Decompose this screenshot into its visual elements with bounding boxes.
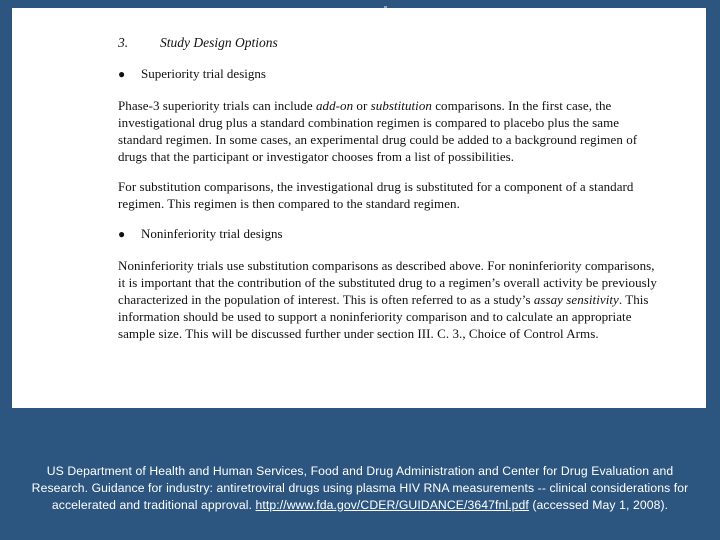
- para-text: Noninferiority trials use substitution comparisons as described above. For noninferiority comparisons, it is important that the contribution of the substituted drug to a regimen’s overall activity be previously characterized in the population of interest. This is often referred to as a study’s: [118, 258, 657, 307]
- bullet-noninferiority: [118, 225, 658, 243]
- citation-footer: [20, 463, 700, 514]
- citation-text: US Department of Health and Human Services, Food and Drug Administration and Center for Drug Evaluation and Research. Guidance for industry: antiretroviral drugs using plasma HIV RNA measurements -- clinical considerations for accelerated and traditional approval.: [31, 464, 689, 512]
- paragraph-substitution: For substitution comparisons, the investigational drug is substituted for a component of a standard regimen. This regimen is then compared to the standard regimen.: [118, 179, 634, 211]
- citation-link[interactable]: http://www.fda.gov/CDER/GUIDANCE/3647fnl.pdf: [255, 498, 529, 512]
- para-text: comparisons. In the first case, the investigational drug plus a standard combination regimen is compared to placebo plus the same standard regimen. In some cases, an experimental drug could be added to a background regimen of drugs that the participant or investigator chooses from a list of possibilities.: [118, 98, 638, 164]
- paragraph-superiority: [118, 97, 658, 165]
- para-emphasis: assay sensitivity: [533, 292, 619, 307]
- paragraph-noninferiority: [118, 257, 658, 342]
- section-number: 3.: [118, 35, 129, 50]
- para-text: Phase-3 superiority trials can include: [118, 98, 316, 113]
- para-emphasis: substitution: [370, 98, 432, 113]
- para-emphasis: add-on: [315, 98, 354, 113]
- bullet-icon: ●: [118, 227, 126, 241]
- bullet-label: Noninferiority trial designs: [141, 226, 283, 241]
- bullet-label: Superiority trial designs: [141, 66, 266, 81]
- bullet-icon: ●: [118, 67, 126, 81]
- citation-accessed: (accessed May 1, 2008).: [528, 498, 669, 512]
- section-heading: [118, 34, 658, 51]
- bullet-superiority: [118, 65, 658, 83]
- document-content: [118, 34, 658, 355]
- section-title: Study Design Options: [160, 35, 278, 50]
- document-panel: [12, 8, 706, 408]
- para-text: or: [353, 98, 371, 113]
- para-text: . This information should be used to support a noninferiority comparison and to calculate an appropriate sample size. This will be discussed further under section III. C. 3., Choice of Control Arms.: [118, 292, 649, 341]
